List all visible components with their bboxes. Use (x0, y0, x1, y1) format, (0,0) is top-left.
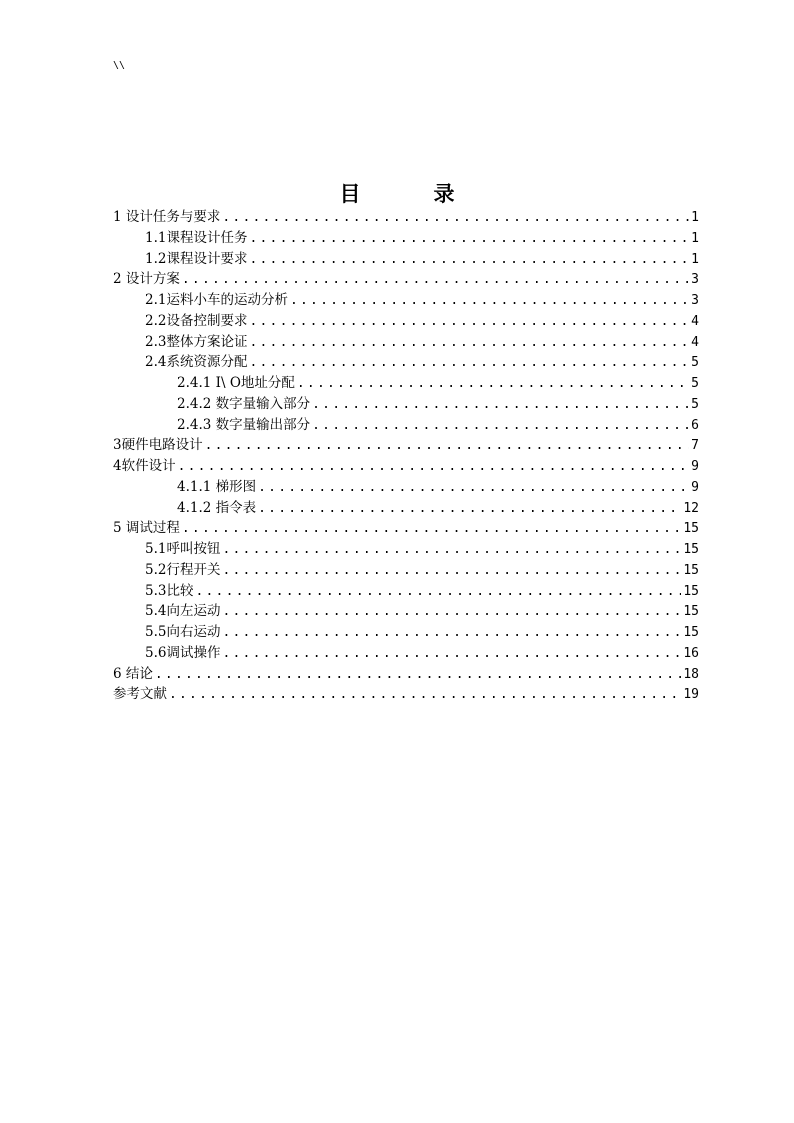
toc-dot-leader (155, 665, 681, 686)
toc-entry[interactable] (113, 207, 699, 228)
toc-dot-leader (222, 561, 681, 582)
toc-entry-label: 2.4.1 I\ O地址分配 (177, 375, 295, 391)
toc-entry[interactable] (113, 498, 699, 519)
toc-entry-page-number: 15 (683, 562, 699, 578)
toc-entry[interactable] (113, 249, 699, 270)
toc-entry-label: 3硬件电路设计 (113, 437, 203, 454)
toc-entry-label: 5.4向左运动 (145, 603, 221, 620)
toc-entry-label: 1.1课程设计任务 (145, 229, 248, 246)
toc-entry[interactable] (113, 435, 699, 456)
toc-dot-leader (222, 540, 681, 561)
toc-entry[interactable] (113, 394, 699, 415)
toc-dot-leader (249, 333, 689, 354)
toc-entry-page-number: 3 (691, 293, 699, 308)
toc-dot-leader (205, 436, 690, 457)
toc-entry[interactable] (113, 269, 699, 290)
toc-entry-label: 2.4系统资源分配 (145, 354, 248, 371)
toc-entry-page-number: 4 (691, 334, 699, 350)
toc-dot-leader (169, 685, 681, 706)
toc-entry-page-number: 15 (683, 625, 699, 640)
toc-entry[interactable] (113, 560, 699, 581)
toc-dot-leader (290, 291, 689, 312)
toc-entry-label: 5.5向右运动 (145, 624, 221, 640)
toc-entry-label: 1 设计任务与要求 (113, 209, 221, 225)
toc-entry[interactable] (113, 601, 699, 622)
toc-entry[interactable] (113, 581, 699, 602)
toc-entry-label: 2 设计方案 (113, 271, 180, 288)
toc-dot-leader (222, 602, 681, 623)
toc-dot-leader (312, 395, 689, 416)
toc-entry[interactable] (113, 415, 699, 436)
corner-mark: \\ (113, 60, 126, 71)
toc-entry-label: 2.1运料小车的运动分析 (145, 292, 288, 308)
toc-entry[interactable] (113, 684, 699, 705)
toc-entry[interactable] (113, 664, 699, 685)
toc-entry-label: 5.3比较 (145, 582, 194, 599)
toc-entry-label: 2.2设备控制要求 (145, 312, 248, 329)
toc-entry[interactable] (113, 290, 699, 311)
toc-entry-page-number: 9 (691, 479, 699, 495)
toc-entry[interactable] (113, 373, 699, 394)
toc-dot-leader (249, 353, 689, 374)
toc-entry-label: 4.1.2 指令表 (177, 499, 257, 516)
toc-dot-leader (258, 499, 681, 520)
toc-entry[interactable] (113, 456, 699, 477)
toc-dot-leader (182, 519, 681, 540)
toc-entry[interactable] (113, 539, 699, 560)
toc-entry-page-number: 9 (691, 459, 699, 474)
toc-entry[interactable] (113, 643, 699, 664)
toc-entry-label: 4软件设计 (113, 458, 176, 474)
toc-entry-page-number: 7 (691, 438, 699, 454)
toc-entry[interactable] (113, 228, 699, 249)
toc-entry-page-number: 15 (683, 542, 699, 557)
toc-entry-label: 2.4.2 数字量输入部分 (177, 395, 311, 412)
toc-entry-page-number: 16 (683, 645, 699, 661)
toc-dot-leader (249, 250, 689, 271)
toc-entry[interactable] (113, 622, 699, 643)
toc-entry-label: 2.4.3 数字量输出部分 (177, 416, 311, 433)
toc-dot-leader (258, 478, 689, 499)
toc-title: 目 录 (339, 181, 481, 206)
toc-entry-page-number: 18 (683, 666, 699, 682)
toc-dot-leader (222, 623, 681, 644)
toc-dot-leader (195, 582, 681, 603)
toc-entry-page-number: 5 (691, 376, 699, 391)
toc-entry-page-number: 5 (691, 355, 699, 371)
toc-entry-page-number: 15 (683, 604, 699, 620)
toc-entry-label: 5.2行程开关 (145, 561, 221, 578)
toc-dot-leader (222, 208, 689, 229)
toc-entry-label: 1.2课程设计要求 (145, 250, 248, 267)
toc-dot-leader (249, 229, 689, 250)
toc-entry-page-number: 15 (683, 521, 699, 537)
toc-entry[interactable] (113, 332, 699, 353)
toc-entry-label: 2.3整体方案论证 (145, 333, 248, 350)
toc-dot-leader (249, 312, 689, 333)
toc-entry-page-number: 1 (691, 210, 699, 225)
toc-entry[interactable] (113, 311, 699, 332)
toc-entry-page-number: 5 (691, 396, 699, 412)
toc-entry-page-number: 1 (691, 230, 699, 246)
toc-entry-label: 参考文献 (113, 686, 167, 703)
toc-entry[interactable] (113, 477, 699, 498)
toc-entry-label: 5.1呼叫按钮 (145, 541, 221, 557)
toc-entry-page-number: 1 (691, 251, 699, 267)
toc-dot-leader (312, 416, 689, 437)
toc-entry-label: 4.1.1 梯形图 (177, 478, 257, 495)
toc-entry-label: 5 调试过程 (113, 520, 180, 537)
toc-entry-page-number: 15 (683, 583, 699, 599)
toc-dot-leader (178, 457, 690, 478)
toc-entry-page-number: 4 (691, 313, 699, 329)
toc-dot-leader (297, 374, 689, 395)
toc-entry-page-number: 12 (683, 500, 699, 516)
table-of-contents (113, 207, 699, 705)
toc-entry-page-number: 3 (691, 272, 699, 288)
toc-entry[interactable] (113, 352, 699, 373)
toc-dot-leader (222, 644, 681, 665)
toc-entry-page-number: 6 (691, 417, 699, 433)
toc-entry[interactable] (113, 518, 699, 539)
toc-entry-label: 5.6调试操作 (145, 644, 221, 661)
toc-dot-leader (182, 270, 689, 291)
toc-entry-page-number: 19 (683, 687, 699, 703)
toc-entry-label: 6 结论 (113, 665, 153, 682)
